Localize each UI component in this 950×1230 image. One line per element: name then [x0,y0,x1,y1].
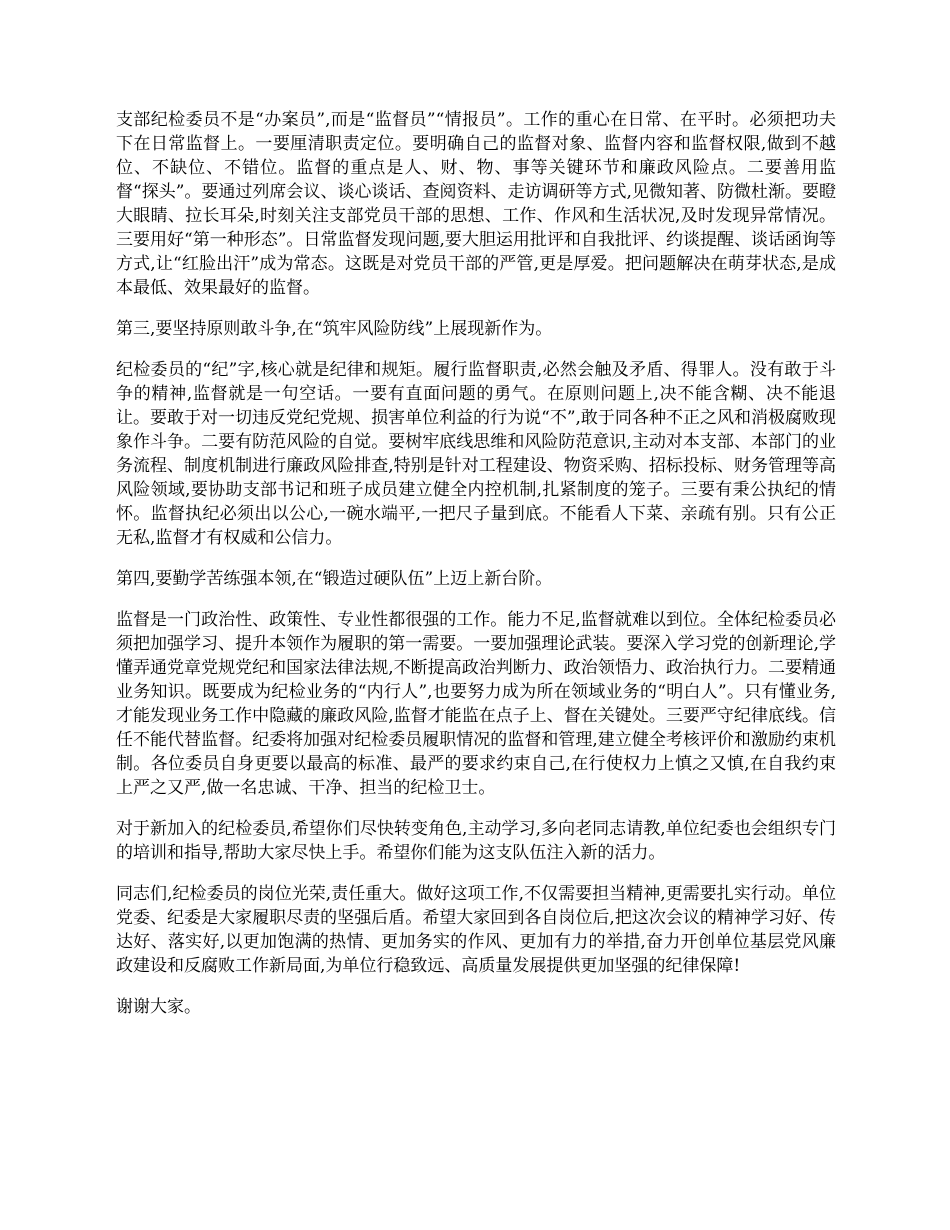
paragraph-principle-struggle: 纪检委员的“纪”字,核心就是纪律和规矩。履行监督职责,必然会触及矛盾、得罪人。没有敢于斗争的精神,监督就是一句空话。一要有直面问题的勇气。在原则问题上,决不能含糊、决不能退让。要敢于对一切违反党纪党规、损害单位利益的行为说“不”,敢于同各种不正之风和消极腐败现象作斗争。二要有防范风险的自觉。要树牢底线思维和风险防范意识,主动对本支部、本部门的业务流程、制度机制进行廉政风险排查,特别是针对工程建设、物资采购、招标投标、财务管理等高风险领域,要协助支部书记和班子成员建立健全内控机制,扎紧制度的笼子。三要有秉公执纪的情怀。监督执纪必须出以公心,一碗水端平,一把尺子量到底。不能看人下菜、亲疏有别。只有公正无私,监督才有权威和公信力。 [116,360,836,548]
paragraph-thanks: 谢谢大家。 [116,997,201,1017]
section-heading-fourth: 第四,要勤学苦练强本领,在“锻造过硬队伍”上迈上新台阶。 [116,569,553,589]
section-heading-third: 第三,要坚持原则敢斗争,在“筑牢风险防线”上展现新作为。 [116,319,553,339]
paragraph-daily-supervision: 支部纪检委员不是“办案员”,而是“监督员”“情报员”。工作的重心在日常、在平时。必须把功夫下在日常监督上。一要厘清职责定位。要明确自己的监督对象、监督内容和监督权限,做到不越位、不缺位、不错位。监督的重点是人、财、物、事等关键环节和廉政风险点。二要善用监督“探头”。要通过列席会议、谈心谈话、查阅资料、走访调研等方式,见微知著、防微杜渐。要瞪大眼睛、拉长耳朵,时刻关注支部党员干部的思想、工作、作风和生活状况,及时发现异常情况。三要用好“第一种形态”。日常监督发现问题,要大胆运用批评和自我批评、约谈提醒、谈话函询等方式,让“红脸出汗”成为常态。这既是对党员干部的严管,更是厚爱。把问题解决在萌芽状态,是成本最低、效果最好的监督。 [116,110,836,298]
paragraph-closing-call: 同志们,纪检委员的岗位光荣,责任重大。做好这项工作,不仅需要担当精神,更需要扎实行动。单位党委、纪委是大家履职尽责的坚强后盾。希望大家回到各自岗位后,把这次会议的精神学习好、传达好、落实好,以更加饱满的热情、更加务实的作风、更加有力的举措,奋力开创单位基层党风廉政建设和反腐败工作新局面,为单位行稳致远、高质量发展提供更加坚强的纪律保障! [116,884,836,976]
paragraph-new-members: 对于新加入的纪检委员,希望你们尽快转变角色,主动学习,多向老同志请教,单位纪委也会组织专门的培训和指导,帮助大家尽快上手。希望你们能为这支队伍注入新的活力。 [116,819,836,863]
paragraph-capability-building: 监督是一门政治性、政策性、专业性都很强的工作。能力不足,监督就难以到位。全体纪检委员必须把加强学习、提升本领作为履职的第一需要。一要加强理论武装。要深入学习党的创新理论,学懂弄通党章党规党纪和国家法律法规,不断提高政治判断力、政治领悟力、政治执行力。二要精通业务知识。既要成为纪检业务的“内行人”,也要努力成为所在领域业务的“明白人”。只有懂业务,才能发现业务工作中隐藏的廉政风险,监督才能监在点子上、督在关键处。三要严守纪律底线。信任不能代替监督。纪委将加强对纪检委员履职情况的监督和管理,建立健全考核评价和激励约束机制。各位委员自身更要以最高的标准、最严的要求约束自己,在行使权力上慎之又慎,在自我约束上严之又严,做一名忠诚、干净、担当的纪检卫士。 [116,610,836,798]
document-body [116,108,836,1036]
